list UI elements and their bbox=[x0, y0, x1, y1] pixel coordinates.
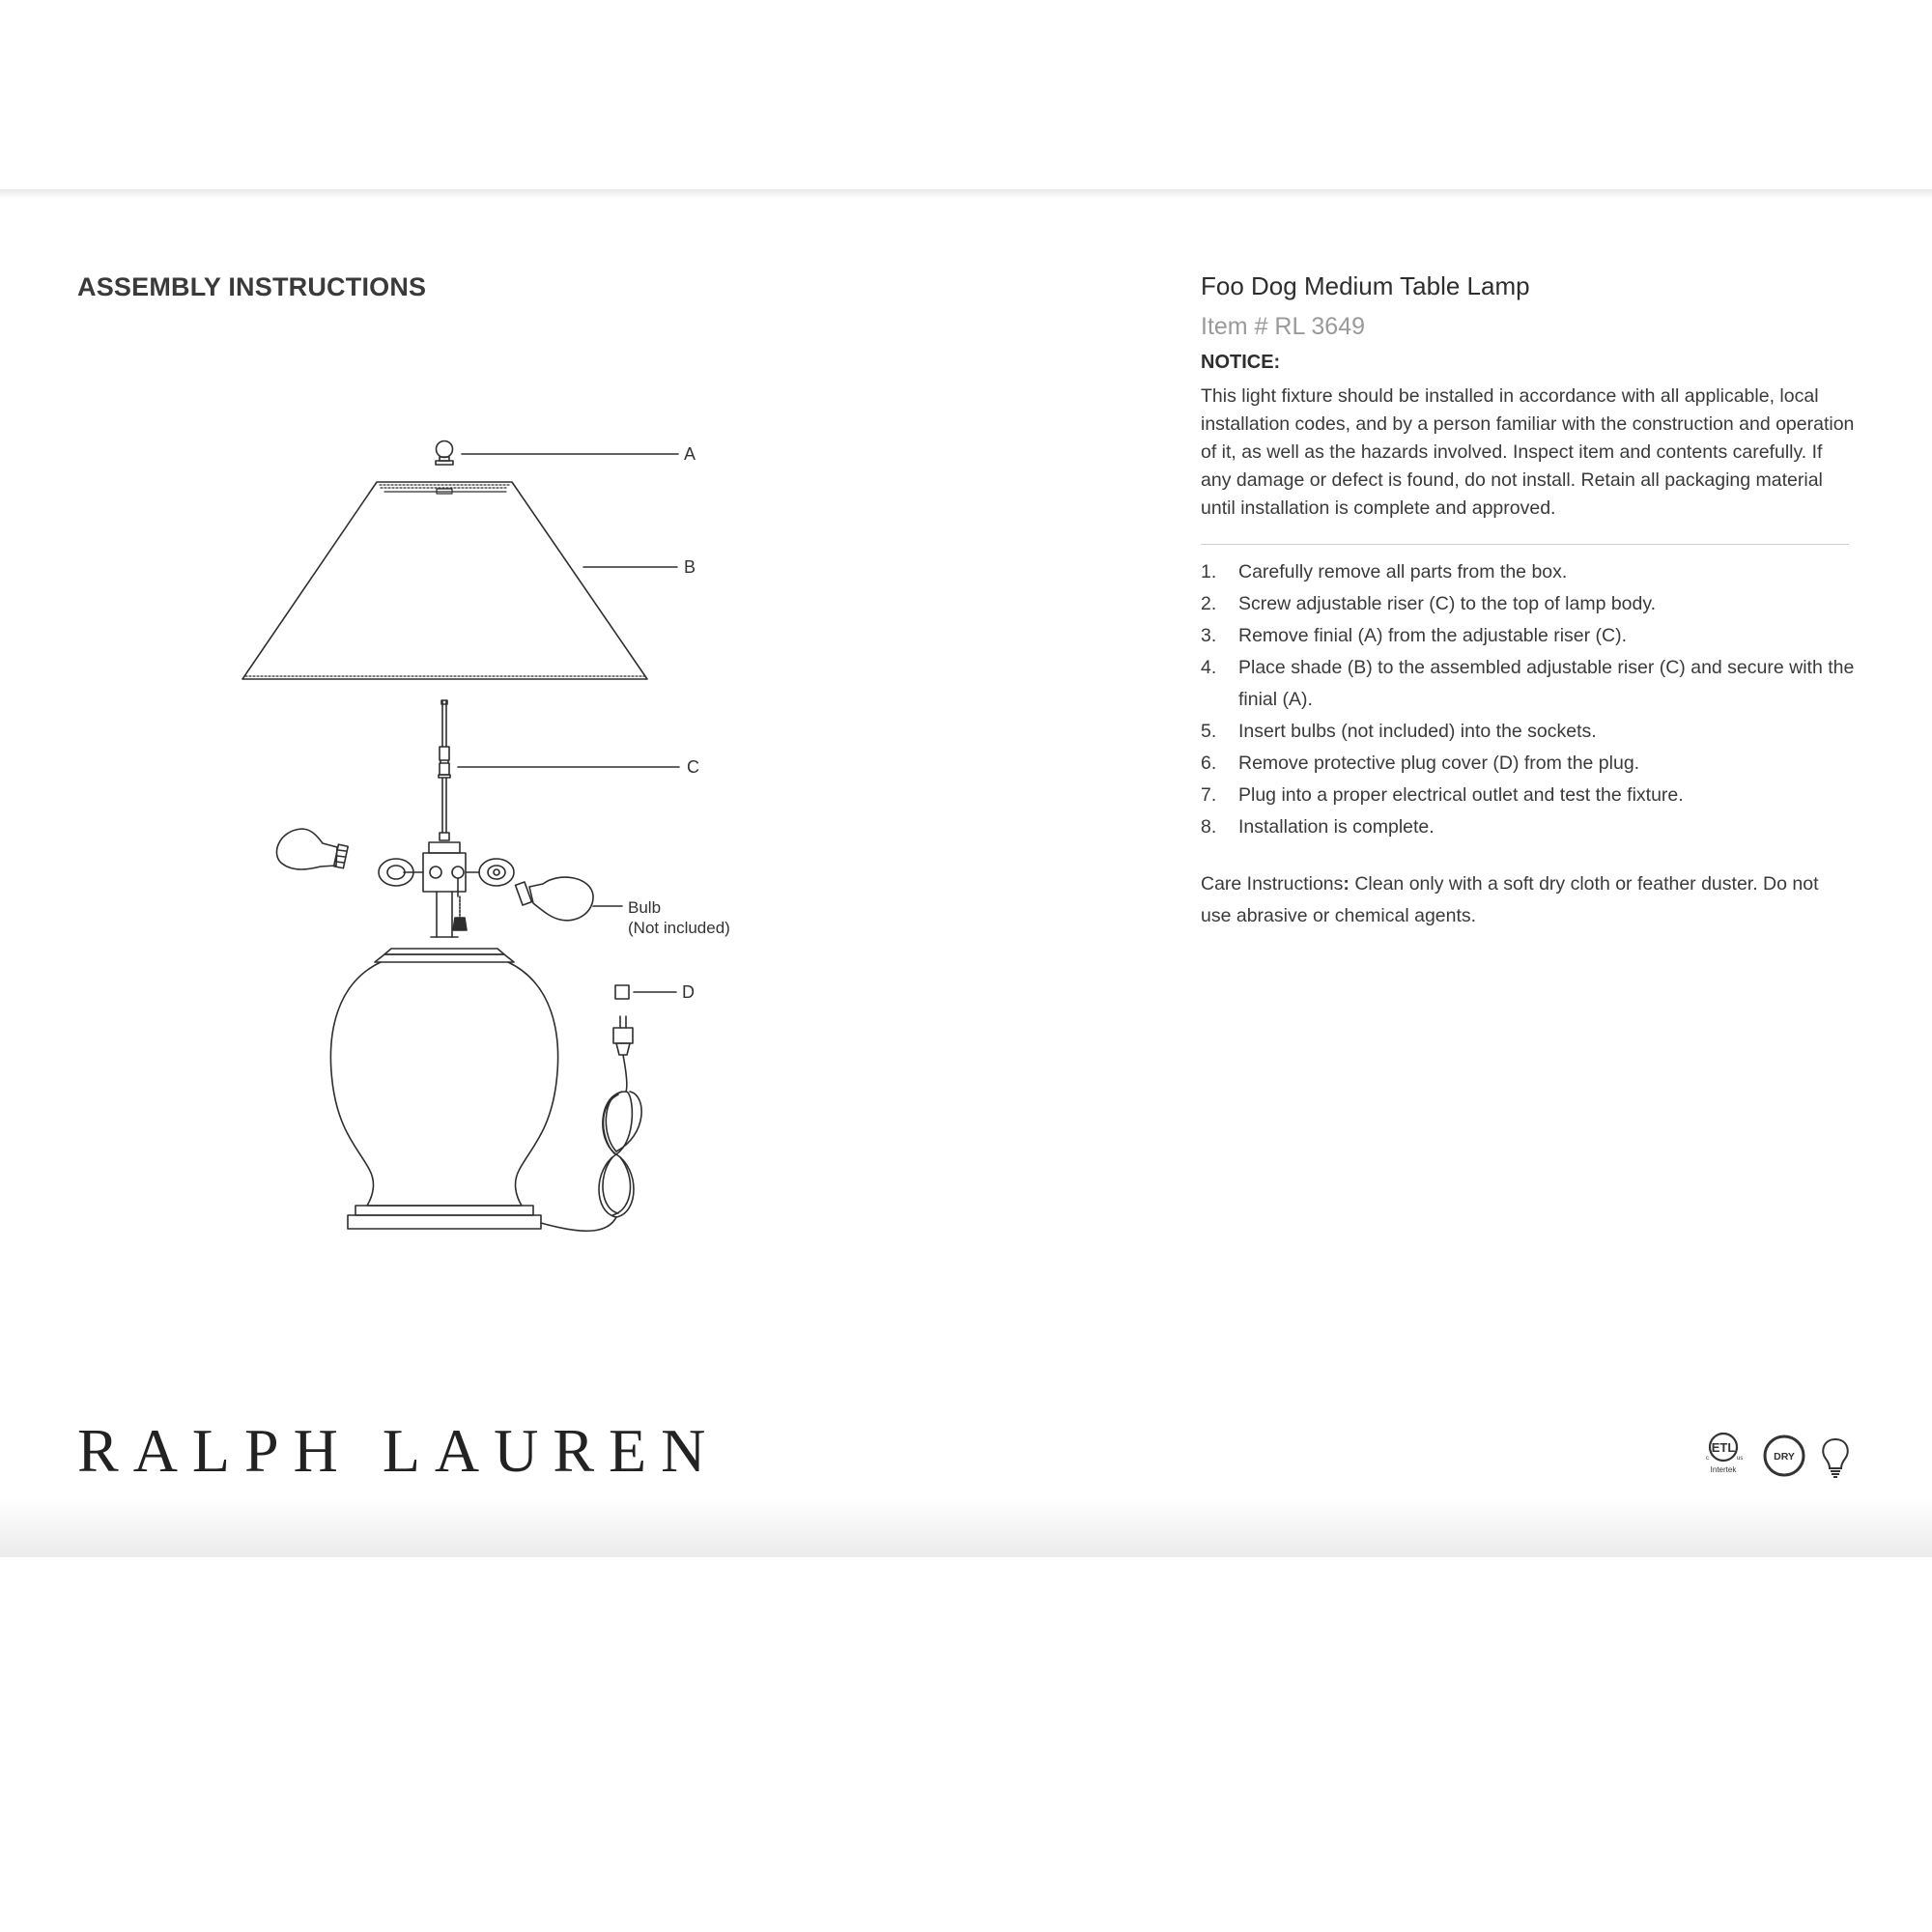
step-item bbox=[1201, 652, 1857, 716]
label-b: B bbox=[684, 557, 696, 577]
step-item bbox=[1201, 588, 1857, 620]
divider bbox=[1201, 544, 1849, 545]
step-text: Carefully remove all parts from the box. bbox=[1238, 561, 1568, 582]
instructions-column bbox=[1201, 269, 1855, 932]
finial-part bbox=[436, 441, 678, 466]
step-text: Remove protective plug cover (D) from the plug. bbox=[1238, 753, 1640, 774]
care-instructions bbox=[1201, 868, 1850, 932]
bulb-right-part bbox=[516, 877, 622, 921]
care-label: Care Instructions bbox=[1201, 873, 1344, 895]
svg-text:DRY: DRY bbox=[1774, 1451, 1795, 1463]
step-number: 4. bbox=[1201, 657, 1217, 678]
care-colon: : bbox=[1343, 873, 1350, 895]
svg-text:Intertek: Intertek bbox=[1710, 1465, 1737, 1474]
notice-label: NOTICE: bbox=[1201, 352, 1281, 373]
step-item bbox=[1201, 716, 1857, 748]
step-text: Remove finial (A) from the adjustable riser (C). bbox=[1238, 625, 1628, 646]
lightbulb-icon bbox=[1823, 1439, 1848, 1477]
step-item bbox=[1201, 620, 1857, 652]
adjustable-riser-part bbox=[439, 700, 679, 840]
svg-text:ETL: ETL bbox=[1711, 1440, 1736, 1455]
step-text: Screw adjustable riser (C) to the top of lamp body. bbox=[1238, 593, 1657, 614]
etl-listed-icon bbox=[1706, 1434, 1743, 1474]
step-item bbox=[1201, 748, 1857, 780]
step-number: 8. bbox=[1201, 816, 1217, 838]
step-number: 5. bbox=[1201, 721, 1217, 742]
footer-gradient bbox=[0, 1497, 1932, 1557]
label-d: D bbox=[682, 982, 695, 1002]
item-number: Item # RL 3649 bbox=[1201, 313, 1366, 340]
socket-cluster bbox=[379, 842, 514, 937]
step-item bbox=[1201, 780, 1857, 811]
dry-location-icon bbox=[1765, 1436, 1804, 1475]
lamp-body-part bbox=[330, 949, 557, 1229]
step-number: 6. bbox=[1201, 753, 1217, 774]
brand-logo: RALPH LAUREN bbox=[77, 1416, 721, 1485]
bulb-note: (Not included) bbox=[628, 919, 730, 937]
assembly-diagram bbox=[222, 425, 763, 1246]
svg-text:us: us bbox=[1737, 1456, 1744, 1462]
lamp-shade-part bbox=[242, 482, 677, 679]
step-text: Installation is complete. bbox=[1238, 816, 1435, 838]
step-item bbox=[1201, 811, 1857, 843]
step-text: Insert bulbs (not included) into the sockets. bbox=[1238, 721, 1597, 742]
step-number: 3. bbox=[1201, 625, 1217, 646]
step-item bbox=[1201, 556, 1857, 588]
step-text: Plug into a proper electrical outlet and test the fixture. bbox=[1238, 784, 1684, 806]
step-number: 1. bbox=[1201, 561, 1217, 582]
plug-cord-part bbox=[541, 985, 676, 1231]
section-title: ASSEMBLY INSTRUCTIONS bbox=[77, 272, 427, 301]
label-c: C bbox=[687, 757, 699, 777]
header-divider bbox=[0, 189, 1932, 199]
steps-list bbox=[1201, 556, 1855, 843]
svg-text:c: c bbox=[1706, 1456, 1709, 1462]
notice-text: This light fixture should be installed in accordance with all applicable, local installation codes, and by a person familiar with the construction and operation of it, as well as the hazards involved. Inspect item and contents carefully. If any damage or defect is found, do not install. Retain all packaging material until installation is complete and approved. bbox=[1201, 385, 1855, 519]
bulb-label: Bulb bbox=[628, 898, 662, 917]
step-number: 2. bbox=[1201, 593, 1217, 614]
label-a: A bbox=[684, 444, 696, 464]
product-title: Foo Dog Medium Table Lamp bbox=[1201, 271, 1530, 300]
certification-marks bbox=[1700, 1430, 1855, 1478]
step-text: Place shade (B) to the assembled adjustable riser (C) and secure with the finial (A). bbox=[1238, 657, 1855, 710]
care-text: Clean only with a soft dry cloth or feather duster. Do not use abrasive or chemical agents. bbox=[1201, 873, 1819, 926]
step-number: 7. bbox=[1201, 784, 1217, 806]
bulb-left-part bbox=[276, 829, 348, 869]
